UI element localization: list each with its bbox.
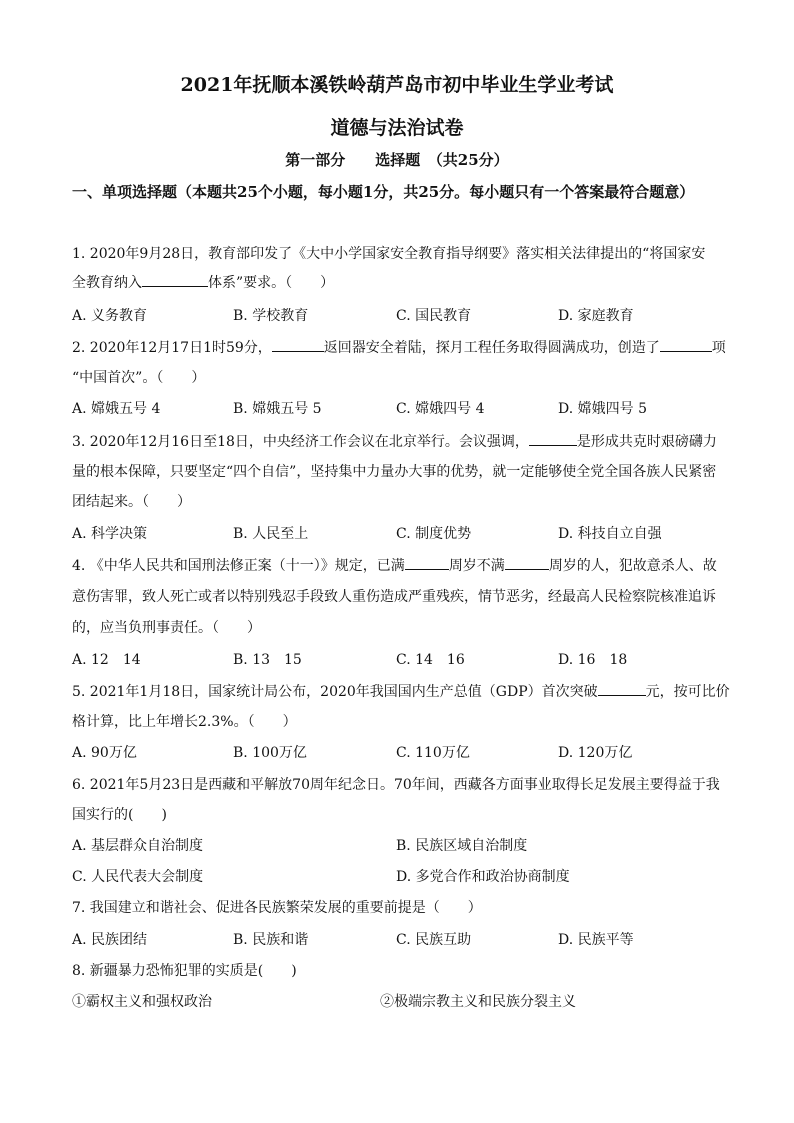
q3-option-a: A. 科学决策 [72,526,148,542]
q8-option-1: ①霸权主义和强权政治 [72,994,212,1010]
q1-option-c: C. 国民教育 [396,308,472,324]
answer-blank [529,431,577,446]
question-4-line-1: 4. 《中华人民共和国刑法修正案（十一）》规定，已满 周岁不满 周岁的人，犯故意杀人、故 [72,555,732,577]
q7-option-c: C. 民族互助 [396,932,472,948]
q7-option-d: D. 民族平等 [558,932,634,948]
q6-option-d: D. 多党合作和政治协商制度 [396,869,570,885]
q8-option-2: ②极端宗教主义和民族分裂主义 [380,994,576,1010]
question-7-line-1: 7. 我国建立和谐社会、促进各民族繁荣发展的重要前提是（ ） [72,900,482,916]
q1-option-b: B. 学校教育 [233,308,309,324]
question-4-line-2: 意伤害罪，致人死亡或者以特别残忍手段致人重伤造成严重残疾，情节恶劣，经最高人民检察院核准追诉 [72,589,716,605]
q7-option-a: A. 民族团结 [72,932,148,948]
q3-option-b: B. 人民至上 [233,526,309,542]
q4-option-a: A. 12 14 [72,652,141,668]
q5-option-a: A. 90万亿 [72,745,137,761]
answer-blank [505,555,549,570]
answer-blank [598,681,646,696]
question-5-line-2: 格计算，比上年增长2.3%。（ ） [72,714,297,730]
q1-option-d: D. 家庭教育 [558,308,634,324]
section-heading: 一、单项选择题（本题共25个小题，每小题1分，共25分。每小题只有一个答案最符合题意） [72,183,695,201]
question-4-line-3: 的，应当负刑事责任。（ ） [72,620,261,636]
question-5-line-1: 5. 2021年1月18日，国家统计局公布，2020年我国国内生产总值（GDP）首次突破 元，按可比价 [72,681,732,703]
q4-option-c: C. 14 16 [396,652,465,668]
question-3-line-2: 量的根本保障，只要坚定“四个自信”，坚持集中力量办大事的优势，就一定能够使全党全国各族人民紧密 [72,464,717,480]
exam-title: 2021年抚顺本溪铁岭葫芦岛市初中毕业生学业考试 [180,74,614,96]
answer-blank [142,272,208,287]
question-1-line-1: 1. 2020年9月28日，教育部印发了《大中小学国家安全教育指导纲要》落实相关法律提出的“将国家安 [72,246,706,262]
q2-option-c: C. 嫦娥四号 4 [396,401,485,417]
question-6-line-1: 6. 2021年5月23日是西藏和平解放70周年纪念日。70年间，西藏各方面事业取得长足发展主要得益于我 [72,777,720,793]
q6-option-b: B. 民族区域自治制度 [396,838,528,854]
q4-option-b: B. 13 15 [233,652,302,668]
question-6-line-2: 国实行的( ) [72,807,167,823]
q1-option-a: A. 义务教育 [72,308,148,324]
q7-option-b: B. 民族和谐 [233,932,309,948]
answer-blank [272,337,324,352]
question-1-line-2: 全教育纳入 体系”要求。（ ） [72,272,732,294]
q2-option-d: D. 嫦娥四号 5 [558,401,647,417]
q6-option-c: C. 人民代表大会制度 [72,869,204,885]
subject-title: 道德与法治试卷 [330,117,464,139]
part-heading: 第一部分 选择题 （共25分） [285,151,509,169]
question-3-line-3: 团结起来。（ ） [72,494,191,510]
question-2-line-2: “中国首次”。（ ） [72,370,206,386]
q4-option-d: D. 16 18 [558,652,628,668]
q6-option-a: A. 基层群众自治制度 [72,838,204,854]
question-8-line-1: 8. 新疆暴力恐怖犯罪的实质是( ) [72,963,297,979]
question-2-line-1: 2. 2020年12月17日1时59分， 返回器安全着陆，探月工程任务取得圆满成功，创造了 项 [72,337,732,359]
question-3-line-1: 3. 2020年12月16日至18日，中央经济工作会议在北京举行。会议强调， 是形成共克时艰磅礴力 [72,431,732,453]
q2-option-b: B. 嫦娥五号 5 [233,401,322,417]
q3-option-c: C. 制度优势 [396,526,472,542]
q3-option-d: D. 科技自立自强 [558,526,662,542]
answer-blank [405,555,449,570]
q5-option-c: C. 110万亿 [396,745,470,761]
answer-blank [660,337,712,352]
q5-option-d: D. 120万亿 [558,745,633,761]
q5-option-b: B. 100万亿 [233,745,307,761]
q2-option-a: A. 嫦娥五号 4 [72,401,161,417]
